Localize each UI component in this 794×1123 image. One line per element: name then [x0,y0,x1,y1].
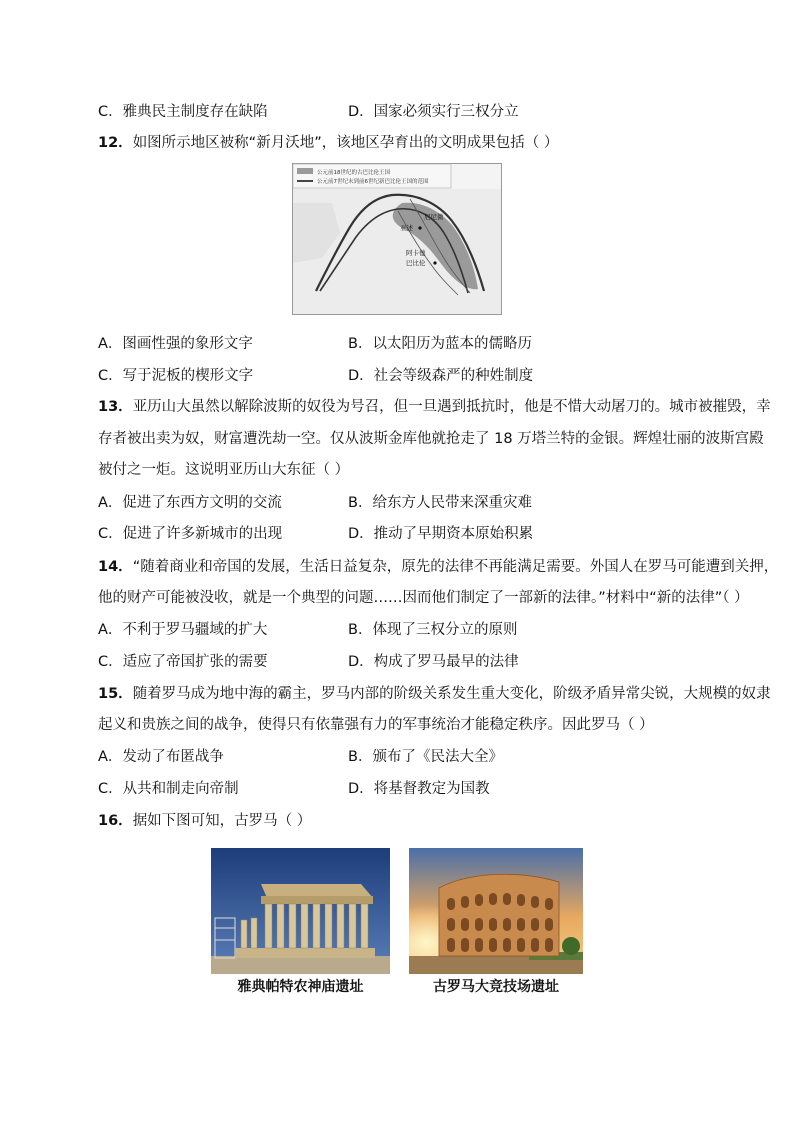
q15-stem-line-1 [98,684,771,704]
city-label-akkad: 阿卡德 [406,249,426,257]
q12-option-d: D．社会等级森严的种姓制度 [348,368,534,384]
q14-stem-line-1 [98,557,778,577]
city-label-nineveh: 尼尼微 [424,213,444,221]
q12-stem [98,133,558,153]
q15-option-c: C．从共和制走向帝制 [98,781,239,797]
q11-option-d: D．国家必须实行三权分立 [348,104,519,120]
q11-option-c: C．雅典民主制度存在缺陷 [98,104,268,120]
map-svg [292,163,502,315]
q14-stem-line-2: 他的财产可能被没收，就是一个典型的问题……因而他们制定了一部新的法律。”材料中“新的法律”（ ） [98,590,749,606]
q15-stem-line-2: 起义和贵族之间的战争，使得只有依靠强有力的军事统治才能稳定秩序。因此罗马（ ） [98,717,654,733]
q12-number: 12． [98,135,133,151]
city-label-assyria: 亚述 [400,224,413,232]
q15-option-b: B．颁布了《民法大全》 [348,749,503,765]
legend-text-1: 公元前18世纪的古巴比伦王国 [317,170,390,176]
q12-option-a: A．图画性强的象形文字 [98,336,253,352]
legend-swatch-old-babylon [297,168,313,174]
q16-stem [98,811,311,831]
q13-stem-line-2: 存者被出卖为奴，财富遭洗劫一空。仅从波斯金库他就抢走了 18 万塔兰特的金银。辉煌壮丽的波斯宫殿 [98,431,764,447]
q14-option-a: A．不利于罗马疆域的扩大 [98,622,268,638]
q13-number: 13． [98,399,133,415]
q13-text-1: 亚历山大虽然以解除波斯的奴役为号召，但一旦遇到抵抗时，他是不惜大动屠刀的。城市被摧毁，幸 [132,399,771,415]
q15-option-a: A．发动了布匿战争 [98,749,224,765]
q14-text-1: “随着商业和帝国的发展，生活日益复杂，原先的法律不再能满足需要。外国人在罗马可能遭到关押， [132,559,779,575]
city-label-babylon: 巴比伦 [406,259,426,267]
q13-option-d: D．推动了早期资本原始积累 [348,526,534,542]
q13-option-c: C．促进了许多新城市的出现 [98,526,283,542]
colosseum-caption: 古罗马大竞技场遗址 [433,979,559,995]
q12-stem-text: 如图所示地区被称“新月沃地”，该地区孕育出的文明成果包括（ ） [132,135,559,151]
q14-option-b: B．体现了三权分立的原则 [348,622,518,638]
parthenon-photo [211,848,390,974]
q16-stem-text: 据如下图可知，古罗马（ ） [132,813,312,829]
q14-number: 14． [98,559,133,575]
q13-stem-line-3: 被付之一炬。这说明亚历山大东征（ ） [98,462,350,478]
q12-option-c: C．写于泥板的楔形文字 [98,368,254,384]
q13-stem-line-1 [98,397,771,417]
q13-option-a: A．促进了东西方文明的交流 [98,495,282,511]
legend-text-2: 公元前7世纪末到前6世纪新巴比伦王国的范围 [317,179,429,185]
q15-number: 15． [98,686,133,702]
colosseum-photo [409,848,583,974]
fertile-crescent-map [292,163,502,315]
q13-option-b: B．给东方人民带来深重灾难 [348,495,532,511]
q15-text-1: 随着罗马成为地中海的霸主，罗马内部的阶级关系发生重大变化，阶级矛盾异常尖锐，大规模的奴隶 [132,686,771,702]
parthenon-caption: 雅典帕特农神庙遗址 [237,979,364,995]
q16-number: 16． [98,813,133,829]
q14-option-c: C．适应了帝国扩张的需要 [98,654,268,670]
q12-option-b: B．以太阳历为蓝本的儒略历 [348,336,532,352]
q15-option-d: D．将基督教定为国教 [348,781,490,797]
q14-option-d: D．构成了罗马最早的法律 [348,654,519,670]
